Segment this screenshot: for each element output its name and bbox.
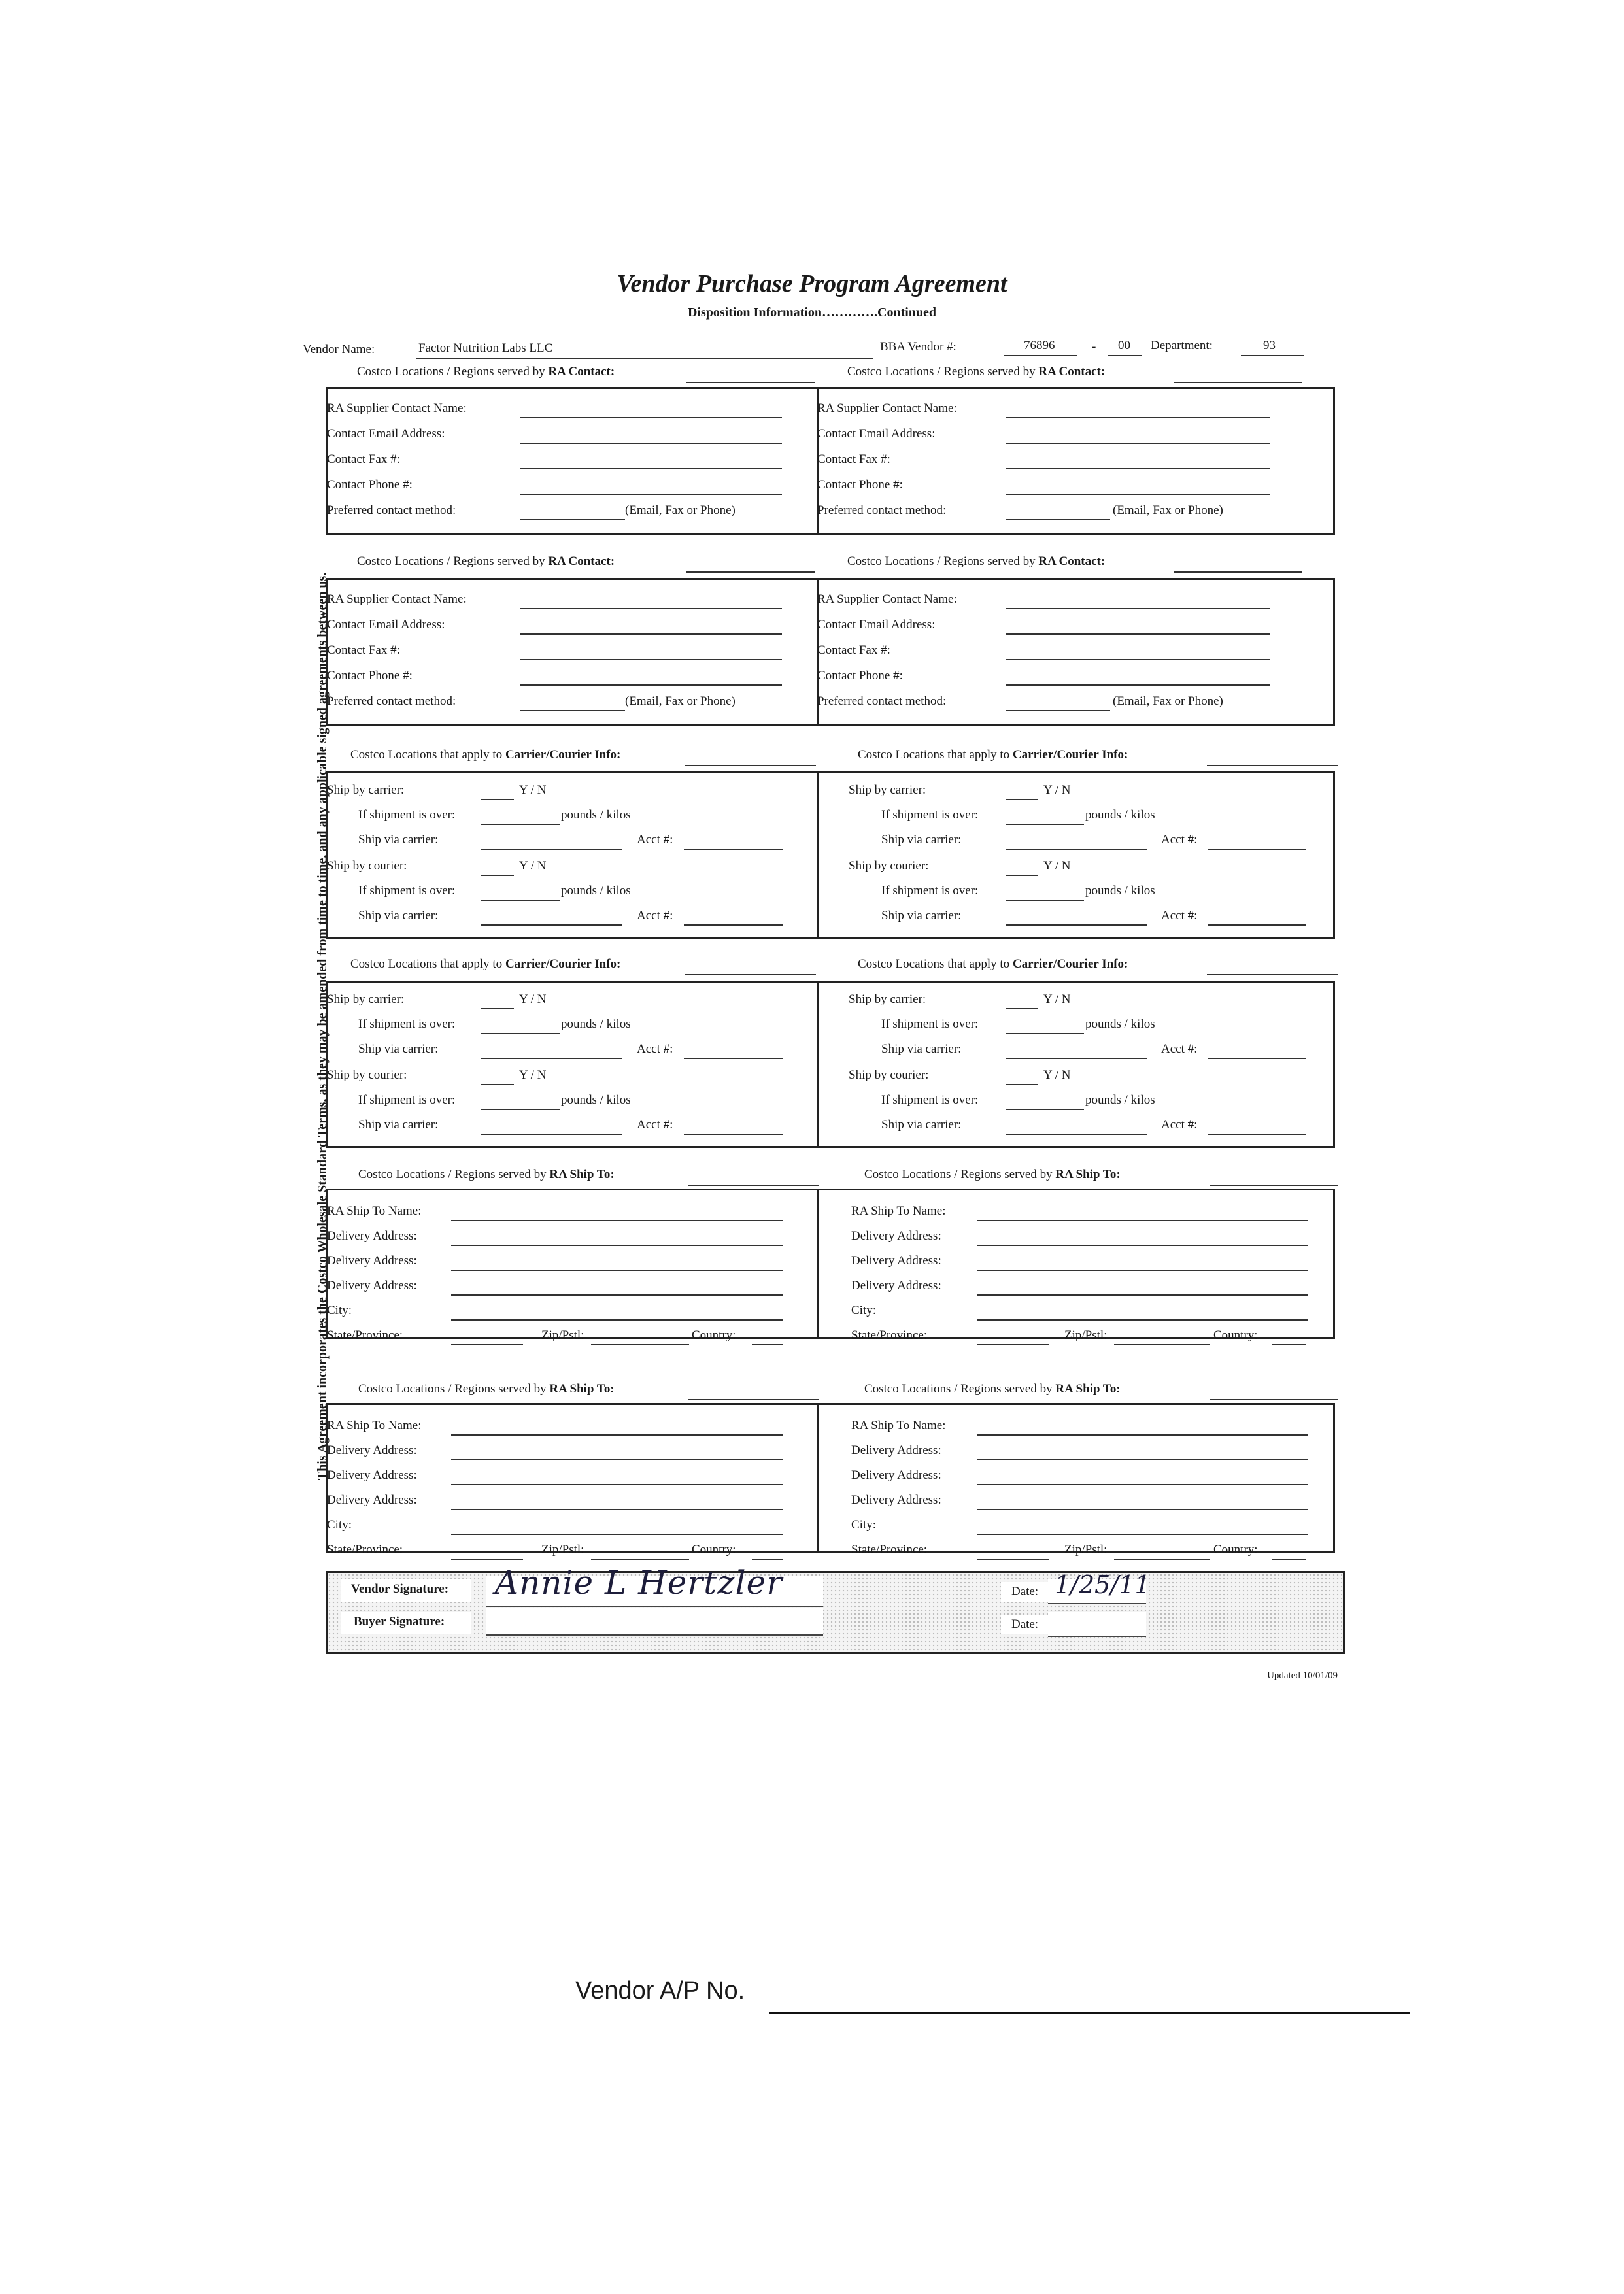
ship-by-carrier-label-right-1: Ship by carrier: (849, 783, 926, 797)
ra-contact-heading-right-1-text: Costco Locations / Regions served by (847, 365, 1039, 379)
ship-by-courier-via-label-right-1: Ship via carrier: (881, 909, 962, 922)
ship-by-courier-yn-right-1: Y / N (1043, 859, 1071, 873)
ship-to-country-label-right-2: Country: (1213, 1543, 1258, 1557)
ship-to-zip-label-left-2: Zip/Pstl: (541, 1543, 584, 1557)
ship-by-carrier-if-over-label-left-2: If shipment is over: (358, 1017, 456, 1031)
vendor-date-label: Date: (1011, 1585, 1039, 1598)
carrier-heading-left-2 (350, 957, 620, 971)
ship-by-courier-via-field-left-2[interactable] (481, 1134, 622, 1135)
ship-by-courier-via-label-right-2: Ship via carrier: (881, 1118, 962, 1132)
ship-by-courier-acct-label-left-1: Acct #: (637, 909, 673, 922)
carrier-locations-right-2[interactable] (1207, 974, 1338, 975)
ship-to-name-field-left-2[interactable] (451, 1434, 783, 1436)
ship-by-courier-label-left-2: Ship by courier: (327, 1068, 407, 1082)
ra-contact-phone-field-right-1[interactable] (1006, 494, 1270, 495)
ship-to-box-2-divider (817, 1403, 819, 1553)
vendor-signature-handwriting: Annie L Hertzler (495, 1564, 783, 1602)
ship-by-courier-yn-left-1: Y / N (519, 859, 547, 873)
ship-by-carrier-yn-field-left-2[interactable] (481, 1008, 514, 1009)
vendor-date-handwriting: 1/25/11 (1055, 1570, 1151, 1599)
vendor-name-label: Vendor Name: (303, 343, 375, 356)
ship-by-courier-if-over-label-right-2: If shipment is over: (881, 1093, 979, 1107)
ship-to-state-field-right-2[interactable] (977, 1559, 1049, 1560)
ship-to-box-1-divider (817, 1189, 819, 1339)
ra-contact-heading-left-1 (357, 365, 615, 379)
ship-to-address-3-field-right-2[interactable] (977, 1509, 1308, 1510)
ship-to-country-field-left-2[interactable] (752, 1559, 783, 1560)
carrier-heading-left-1-bold: Carrier/Courier Info: (505, 748, 621, 762)
ship-to-country-label-left-1: Country: (692, 1328, 736, 1342)
carrier-box-1-divider (817, 771, 819, 939)
ship-by-carrier-weight-field-left-2[interactable] (481, 1033, 560, 1034)
ship-to-heading-left-2-bold: RA Ship To: (549, 1382, 615, 1396)
ship-by-carrier-acct-label-right-1: Acct #: (1161, 833, 1198, 847)
vendor-ap-label: Vendor A/P No. (575, 1977, 745, 2004)
ra-contact-preferred-field-left-2[interactable] (520, 710, 625, 711)
bba-vendor-line (1004, 355, 1077, 356)
ship-by-carrier-weight-field-left-1[interactable] (481, 824, 560, 825)
ship-to-region-right-1[interactable] (1210, 1185, 1338, 1186)
ra-contact-fax-label-right-1: Contact Fax #: (817, 452, 890, 466)
ship-to-address-3-label-right-1: Delivery Address: (851, 1279, 941, 1292)
ship-by-carrier-via-field-left-2[interactable] (481, 1058, 622, 1059)
carrier-heading-left-2-text: Costco Locations that apply to (350, 957, 505, 971)
ra-contact-email-field-left-1[interactable] (520, 443, 782, 444)
ra-contact-email-field-right-1[interactable] (1006, 443, 1270, 444)
ra-contact-preferred-hint-left-2: (Email, Fax or Phone) (625, 694, 736, 708)
form-subtitle: Disposition Information………….Continued (687, 305, 937, 320)
ra-contact-heading-right-1-bold: RA Contact: (1038, 365, 1106, 379)
ra-contact-supplier-name-field-left-1[interactable] (520, 417, 782, 418)
ship-to-address-3-field-left-1[interactable] (451, 1294, 783, 1296)
ship-by-courier-pounds-right-2: pounds / kilos (1085, 1093, 1155, 1107)
ra-contact-phone-label-left-1: Contact Phone #: (327, 478, 413, 492)
ra-contact-region-left-2[interactable] (686, 571, 815, 573)
ship-by-courier-acct-label-right-1: Acct #: (1161, 909, 1198, 922)
ship-to-region-left-2[interactable] (688, 1399, 819, 1400)
ship-by-carrier-via-field-right-1[interactable] (1006, 849, 1147, 850)
vendor-name-value[interactable]: Factor Nutrition Labs LLC (418, 341, 553, 355)
ship-to-address-3-field-right-1[interactable] (977, 1294, 1308, 1296)
ship-to-state-label-left-1: State/Province: (327, 1328, 403, 1342)
ra-contact-region-left-1[interactable] (686, 382, 815, 383)
ra-contact-fax-field-right-1[interactable] (1006, 468, 1270, 469)
ship-by-carrier-pounds-right-2: pounds / kilos (1085, 1017, 1155, 1031)
ship-to-zip-field-left-2[interactable] (591, 1559, 689, 1560)
ship-to-box-1 (326, 1189, 1335, 1339)
buyer-signature-label: Buyer Signature: (354, 1615, 445, 1628)
ship-by-courier-label-right-2: Ship by courier: (849, 1068, 929, 1082)
ship-by-courier-acct-field-left-2[interactable] (684, 1134, 783, 1135)
ship-by-carrier-yn-left-1: Y / N (519, 783, 547, 797)
ra-contact-supplier-name-label-left-1: RA Supplier Contact Name: (327, 401, 467, 415)
department-value[interactable]: 93 (1263, 339, 1276, 352)
ship-to-state-field-right-1[interactable] (977, 1344, 1049, 1345)
ship-by-courier-acct-field-right-1[interactable] (1208, 924, 1306, 926)
ship-by-courier-weight-field-right-2[interactable] (1006, 1109, 1084, 1110)
ship-to-state-field-left-2[interactable] (451, 1559, 523, 1560)
ship-to-city-field-right-2[interactable] (977, 1534, 1308, 1535)
ship-by-courier-acct-label-right-2: Acct #: (1161, 1118, 1198, 1132)
ship-by-courier-via-label-left-2: Ship via carrier: (358, 1118, 439, 1132)
ra-contact-supplier-name-field-left-2[interactable] (520, 608, 782, 609)
updated-date: Updated 10/01/09 (1267, 1670, 1338, 1681)
ra-contact-preferred-method-label-left-1: Preferred contact method: (327, 503, 456, 517)
ship-to-heading-left-2-text: Costco Locations / Regions served by (358, 1382, 550, 1396)
ship-by-carrier-acct-field-right-1[interactable] (1208, 849, 1306, 850)
ship-by-carrier-yn-right-1: Y / N (1043, 783, 1071, 797)
carrier-heading-right-1-text: Costco Locations that apply to (858, 748, 1013, 762)
side-note-text: This Agreement incorporates the Costco Wholesale Standard Terms, as they may be amended from time to time, and any applicable signed agreements between us. (315, 572, 330, 1481)
department-line (1241, 355, 1304, 356)
ship-by-carrier-acct-label-left-2: Acct #: (637, 1042, 673, 1056)
ship-by-carrier-acct-label-left-1: Acct #: (637, 833, 673, 847)
ra-contact-fax-label-left-2: Contact Fax #: (327, 643, 400, 657)
ra-contact-heading-left-2-text: Costco Locations / Regions served by (357, 554, 549, 568)
ra-contact-supplier-name-field-right-1[interactable] (1006, 417, 1270, 418)
ship-to-heading-right-1-bold: RA Ship To: (1055, 1168, 1121, 1181)
ra-contact-fax-label-right-2: Contact Fax #: (817, 643, 890, 657)
vendor-signature-label: Vendor Signature: (351, 1582, 449, 1596)
ra-contact-heading-left-1-text: Costco Locations / Regions served by (357, 365, 549, 379)
ra-contact-heading-left-2-bold: RA Contact: (548, 554, 615, 568)
ship-to-address-3-label-left-2: Delivery Address: (327, 1493, 417, 1507)
ra-contact-phone-label-right-1: Contact Phone #: (817, 478, 903, 492)
ship-by-courier-yn-left-2: Y / N (519, 1068, 547, 1082)
ra-contact-region-right-1[interactable] (1174, 382, 1302, 383)
ship-by-courier-if-over-label-left-2: If shipment is over: (358, 1093, 456, 1107)
ship-by-carrier-acct-field-right-2[interactable] (1208, 1058, 1306, 1059)
ship-by-courier-weight-field-left-2[interactable] (481, 1109, 560, 1110)
ship-by-carrier-acct-label-right-2: Acct #: (1161, 1042, 1198, 1056)
ship-to-address-1-field-left-1[interactable] (451, 1245, 783, 1246)
ship-by-carrier-via-label-right-2: Ship via carrier: (881, 1042, 962, 1056)
carrier-heading-left-1-text: Costco Locations that apply to (350, 748, 505, 762)
ship-to-address-3-field-left-2[interactable] (451, 1509, 783, 1510)
ship-to-address-2-label-left-2: Delivery Address: (327, 1468, 417, 1482)
ship-to-city-label-right-1: City: (851, 1304, 877, 1317)
ship-to-name-field-left-1[interactable] (451, 1220, 783, 1221)
ra-contact-heading-right-2-text: Costco Locations / Regions served by (847, 554, 1039, 568)
ship-by-carrier-yn-field-right-1[interactable] (1006, 799, 1038, 800)
carrier-heading-right-2 (858, 957, 1128, 971)
ship-to-heading-left-1-text: Costco Locations / Regions served by (358, 1168, 550, 1181)
ship-to-zip-label-right-2: Zip/Pstl: (1064, 1543, 1108, 1557)
ship-to-state-label-left-2: State/Province: (327, 1543, 403, 1557)
ship-by-courier-if-over-label-left-1: If shipment is over: (358, 884, 456, 898)
ship-by-carrier-acct-field-left-1[interactable] (684, 849, 783, 850)
ship-to-address-2-label-right-2: Delivery Address: (851, 1468, 941, 1482)
ship-to-address-1-field-left-2[interactable] (451, 1459, 783, 1460)
ship-by-courier-yn-field-right-1[interactable] (1006, 875, 1038, 876)
vendor-ap-field[interactable] (769, 2012, 1410, 2014)
ship-to-region-right-2[interactable] (1210, 1399, 1338, 1400)
ship-by-carrier-via-label-left-2: Ship via carrier: (358, 1042, 439, 1056)
ship-to-zip-label-left-1: Zip/Pstl: (541, 1328, 584, 1342)
ship-by-carrier-label-left-2: Ship by carrier: (327, 992, 405, 1006)
ship-to-city-label-right-2: City: (851, 1518, 877, 1532)
ship-to-zip-field-left-1[interactable] (591, 1344, 689, 1345)
ship-by-carrier-if-over-label-right-2: If shipment is over: (881, 1017, 979, 1031)
ship-to-address-1-label-left-1: Delivery Address: (327, 1229, 417, 1243)
ship-to-zip-label-right-1: Zip/Pstl: (1064, 1328, 1108, 1342)
ship-to-name-field-right-1[interactable] (977, 1220, 1308, 1221)
ship-by-courier-via-label-left-1: Ship via carrier: (358, 909, 439, 922)
ship-by-carrier-if-over-label-right-1: If shipment is over: (881, 808, 979, 822)
ship-by-courier-acct-label-left-2: Acct #: (637, 1118, 673, 1132)
ship-to-region-left-1[interactable] (688, 1185, 819, 1186)
ship-by-courier-weight-field-right-1[interactable] (1006, 900, 1084, 901)
carrier-locations-left-2[interactable] (685, 974, 816, 975)
ship-to-address-2-label-left-1: Delivery Address: (327, 1254, 417, 1268)
ship-to-zip-field-right-1[interactable] (1114, 1344, 1210, 1345)
carrier-box-2-divider (817, 981, 819, 1148)
ship-to-address-3-label-right-2: Delivery Address: (851, 1493, 941, 1507)
bba-vendor-value[interactable]: 76896 (1024, 339, 1055, 352)
ship-to-address-3-label-left-1: Delivery Address: (327, 1279, 417, 1292)
ship-to-address-1-label-right-1: Delivery Address: (851, 1229, 941, 1243)
ship-by-courier-acct-field-right-2[interactable] (1208, 1134, 1306, 1135)
ra-contact-preferred-hint-right-1: (Email, Fax or Phone) (1113, 503, 1223, 517)
carrier-heading-right-1 (858, 748, 1128, 762)
ship-to-city-field-right-1[interactable] (977, 1319, 1308, 1321)
ship-to-heading-left-2 (358, 1382, 615, 1396)
ra-contact-phone-field-left-2[interactable] (520, 684, 782, 686)
carrier-locations-left-1[interactable] (685, 765, 816, 766)
ship-to-heading-right-1 (864, 1168, 1121, 1182)
ship-to-address-1-field-right-2[interactable] (977, 1459, 1308, 1460)
ship-by-carrier-via-label-left-1: Ship via carrier: (358, 833, 439, 847)
ra-contact-supplier-name-label-left-2: RA Supplier Contact Name: (327, 592, 467, 606)
ship-to-address-2-label-right-1: Delivery Address: (851, 1254, 941, 1268)
ship-to-city-field-left-2[interactable] (451, 1534, 783, 1535)
ship-by-courier-yn-field-left-1[interactable] (481, 875, 514, 876)
ra-contact-supplier-name-label-right-2: RA Supplier Contact Name: (817, 592, 957, 606)
ship-by-carrier-yn-field-right-2[interactable] (1006, 1008, 1038, 1009)
ship-to-country-label-right-1: Country: (1213, 1328, 1258, 1342)
ship-to-name-label-right-2: RA Ship To Name: (851, 1419, 946, 1432)
bba-vendor-label: BBA Vendor #: (880, 340, 956, 354)
ship-by-carrier-via-field-left-1[interactable] (481, 849, 622, 850)
bba-suffix-line (1108, 355, 1142, 356)
ship-to-address-1-field-right-1[interactable] (977, 1245, 1308, 1246)
ship-to-state-field-left-1[interactable] (451, 1344, 523, 1345)
ship-by-courier-via-field-right-1[interactable] (1006, 924, 1147, 926)
ra-contact-heading-right-1 (847, 365, 1105, 379)
carrier-heading-right-1-bold: Carrier/Courier Info: (1012, 748, 1128, 762)
carrier-heading-right-2-text: Costco Locations that apply to (858, 957, 1013, 971)
ship-to-city-label-left-2: City: (327, 1518, 352, 1532)
ship-to-heading-left-1 (358, 1168, 615, 1182)
carrier-heading-left-1 (350, 748, 620, 762)
ra-contact-preferred-field-left-1[interactable] (520, 519, 625, 520)
ship-to-name-label-left-1: RA Ship To Name: (327, 1204, 422, 1218)
ra-contact-fax-field-left-1[interactable] (520, 468, 782, 469)
ship-by-courier-acct-field-left-1[interactable] (684, 924, 783, 926)
ra-contact-preferred-method-label-left-2: Preferred contact method: (327, 694, 456, 708)
ship-to-country-field-left-1[interactable] (752, 1344, 783, 1345)
ship-to-heading-right-2 (864, 1382, 1121, 1396)
ship-to-state-label-right-1: State/Province: (851, 1328, 928, 1342)
ship-by-courier-yn-field-right-2[interactable] (1006, 1084, 1038, 1085)
ship-by-carrier-label-right-2: Ship by carrier: (849, 992, 926, 1006)
ra-contact-preferred-method-label-right-2: Preferred contact method: (817, 694, 947, 708)
ra-contact-email-label-left-1: Contact Email Address: (327, 427, 445, 441)
ship-by-carrier-yn-left-2: Y / N (519, 992, 547, 1006)
ra-contact-supplier-name-field-right-2[interactable] (1006, 608, 1270, 609)
ra-contact-heading-left-2 (357, 554, 615, 569)
ra-contact-region-right-2[interactable] (1174, 571, 1302, 573)
ship-to-name-label-left-2: RA Ship To Name: (327, 1419, 422, 1432)
ship-to-heading-right-1-text: Costco Locations / Regions served by (864, 1168, 1056, 1181)
ship-by-courier-if-over-label-right-1: If shipment is over: (881, 884, 979, 898)
ship-by-courier-pounds-left-1: pounds / kilos (561, 884, 631, 898)
ra-contact-heading-right-2 (847, 554, 1105, 569)
ship-to-address-2-field-right-1[interactable] (977, 1270, 1308, 1271)
ship-by-courier-pounds-left-2: pounds / kilos (561, 1093, 631, 1107)
ra-contact-phone-label-right-2: Contact Phone #: (817, 669, 903, 683)
ship-to-heading-right-2-text: Costco Locations / Regions served by (864, 1382, 1056, 1396)
ship-to-heading-right-2-bold: RA Ship To: (1055, 1382, 1121, 1396)
ra-contact-fax-field-right-2[interactable] (1006, 659, 1270, 660)
form-title: Vendor Purchase Program Agreement (617, 270, 1007, 297)
ship-by-carrier-label-left-1: Ship by carrier: (327, 783, 405, 797)
ship-to-address-2-field-left-2[interactable] (451, 1484, 783, 1485)
ra-contact-preferred-method-label-right-1: Preferred contact method: (817, 503, 947, 517)
ship-by-carrier-weight-field-right-1[interactable] (1006, 824, 1084, 825)
ra-contact-email-label-left-2: Contact Email Address: (327, 618, 445, 632)
ra-contact-preferred-field-right-2[interactable] (1006, 710, 1110, 711)
ra-contact-phone-label-left-2: Contact Phone #: (327, 669, 413, 683)
ra-contact-supplier-name-label-right-1: RA Supplier Contact Name: (817, 401, 957, 415)
signature-box (326, 1564, 1345, 1654)
ship-to-address-1-label-right-2: Delivery Address: (851, 1443, 941, 1457)
ship-to-name-label-right-1: RA Ship To Name: (851, 1204, 946, 1218)
ra-contact-heading-right-2-bold: RA Contact: (1038, 554, 1106, 568)
ra-contact-email-label-right-2: Contact Email Address: (817, 618, 936, 632)
carrier-heading-left-2-bold: Carrier/Courier Info: (505, 957, 621, 971)
ship-to-state-label-right-2: State/Province: (851, 1543, 928, 1557)
ship-by-carrier-pounds-left-1: pounds / kilos (561, 808, 631, 822)
ra-contact-email-field-right-2[interactable] (1006, 633, 1270, 635)
ship-by-courier-label-left-1: Ship by courier: (327, 859, 407, 873)
ship-by-courier-pounds-right-1: pounds / kilos (1085, 884, 1155, 898)
ra-contact-preferred-field-right-1[interactable] (1006, 519, 1110, 520)
ship-to-zip-field-right-2[interactable] (1114, 1559, 1210, 1560)
ship-by-carrier-yn-field-left-1[interactable] (481, 799, 514, 800)
ship-by-carrier-yn-right-2: Y / N (1043, 992, 1071, 1006)
ship-to-address-1-label-left-2: Delivery Address: (327, 1443, 417, 1457)
ship-by-carrier-pounds-left-2: pounds / kilos (561, 1017, 631, 1031)
ship-by-carrier-via-label-right-1: Ship via carrier: (881, 833, 962, 847)
ship-by-courier-yn-field-left-2[interactable] (481, 1084, 514, 1085)
ship-to-name-field-right-2[interactable] (977, 1434, 1308, 1436)
carrier-locations-right-1[interactable] (1207, 765, 1338, 766)
ship-by-courier-weight-field-left-1[interactable] (481, 900, 560, 901)
ship-to-city-field-left-1[interactable] (451, 1319, 783, 1321)
ra-contact-preferred-hint-left-1: (Email, Fax or Phone) (625, 503, 736, 517)
ra-contact-email-label-right-1: Contact Email Address: (817, 427, 936, 441)
ship-by-carrier-acct-field-left-2[interactable] (684, 1058, 783, 1059)
ship-by-carrier-weight-field-right-2[interactable] (1006, 1033, 1084, 1034)
ship-to-country-label-left-2: Country: (692, 1543, 736, 1557)
ship-to-address-2-field-left-1[interactable] (451, 1270, 783, 1271)
ship-by-courier-label-right-1: Ship by courier: (849, 859, 929, 873)
ra-contact-fax-label-left-1: Contact Fax #: (327, 452, 400, 466)
ra-contact-phone-field-left-1[interactable] (520, 494, 782, 495)
bba-vendor-suffix[interactable]: 00 (1118, 339, 1130, 352)
ship-by-courier-yn-right-2: Y / N (1043, 1068, 1071, 1082)
ship-to-address-2-field-right-2[interactable] (977, 1484, 1308, 1485)
ra-contact-preferred-hint-right-2: (Email, Fax or Phone) (1113, 694, 1223, 708)
carrier-heading-right-2-bold: Carrier/Courier Info: (1012, 957, 1128, 971)
bba-vendor-dash: - (1092, 340, 1096, 354)
department-label: Department: (1151, 339, 1213, 352)
ship-by-carrier-pounds-right-1: pounds / kilos (1085, 808, 1155, 822)
ship-to-box-2 (326, 1403, 1335, 1553)
ship-to-heading-left-1-bold: RA Ship To: (549, 1168, 615, 1181)
vendor-name-line (416, 358, 873, 359)
buyer-date-field[interactable] (1048, 1612, 1146, 1637)
ship-to-city-label-left-1: City: (327, 1304, 352, 1317)
ship-to-country-field-right-1[interactable] (1272, 1344, 1306, 1345)
ra-contact-heading-left-1-bold: RA Contact: (548, 365, 615, 379)
ra-contact-email-field-left-2[interactable] (520, 633, 782, 635)
ship-by-courier-via-field-left-1[interactable] (481, 924, 622, 926)
buyer-signature-field[interactable] (486, 1608, 823, 1636)
buyer-date-label: Date: (1011, 1617, 1039, 1631)
ship-by-courier-via-field-right-2[interactable] (1006, 1134, 1147, 1135)
ra-contact-fax-field-left-2[interactable] (520, 659, 782, 660)
ship-by-carrier-via-field-right-2[interactable] (1006, 1058, 1147, 1059)
ship-to-country-field-right-2[interactable] (1272, 1559, 1306, 1560)
ra-contact-phone-field-right-2[interactable] (1006, 684, 1270, 686)
ship-by-carrier-if-over-label-left-1: If shipment is over: (358, 808, 456, 822)
